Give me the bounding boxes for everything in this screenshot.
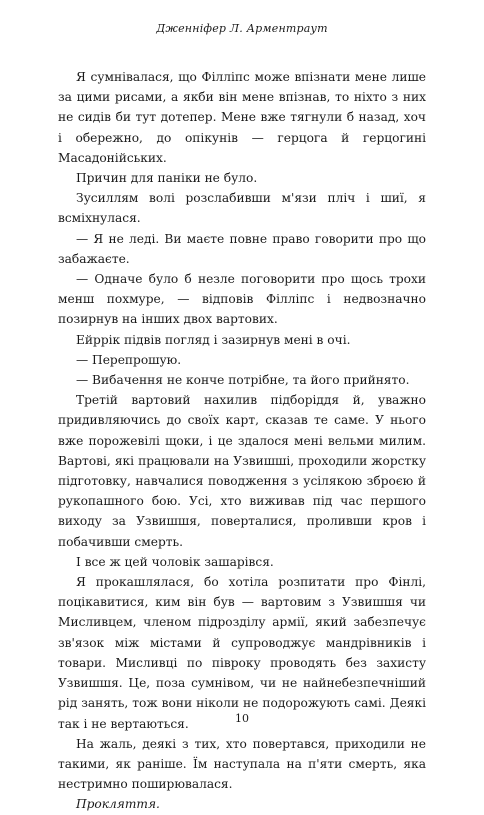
- paragraph: Я сумнівалася, що Філліпс може впізнати мене лише за цими рисами, а якби він мене впізнав, то ніхто з них не сидів би тут дотепер. Мене вже тягнули б назад, хоч і обережно, до опікунів — герцога й герцогині Масадонійських.: [58, 70, 426, 165]
- paragraph: На жаль, деякі з тих, хто повертався, приходили не такими, як раніше. Їм наступала на п'яти смерть, яка нестримно поширювалася.: [58, 736, 426, 792]
- paragraph: Третій вартовий нахилив підборіддя й, уважно придивляючись до своїх карт, сказав те саме. У нього вже порожевілі щоки, і це здалося мені вельми милим. Вартові, які працювали на Узвишші, проходили жорстку підготовку, навчалися поводження з усілякою зброєю й рукопашного бою. Усі, хто виживав під час першого виходу за Узвишшя, поверталися, проливши кров і побачивши смерть.: [58, 393, 426, 549]
- paragraph: — Перепрошую.: [76, 352, 182, 367]
- paragraph: Ейррік підвів погляд і зазирнув мені в очі.: [76, 332, 351, 347]
- page-number: 10: [235, 712, 249, 725]
- body-text: [58, 67, 426, 815]
- running-header-author: Дженніфер Л. Арментраут: [156, 22, 328, 35]
- paragraph: Причин для паніки не було.: [76, 171, 258, 186]
- paragraph: — Я не леді. Ви маєте повне право говорити про що забажаєте.: [58, 231, 426, 266]
- paragraph: Я прокашлялася, бо хотіла розпитати про Фінлі, поцікавитися, ким він був — вартовим з Узвишшя чи Мисливцем, членом підрозділу армії, який забезпечує зв'язок між містами й супроводжує мандрівників і товари. Мисливці по півроку проводять без захисту Узвишшя. Це, поза сумнівом, чи не найнебезпечніший рід занять, тож вони ніколи не подорожують самі. Деякі так і не вертаються.: [58, 575, 426, 731]
- paragraph: Зусиллям волі розслабивши м'язи пліч і шиї, я всміхнулася.: [58, 191, 426, 226]
- paragraph-italic: Прокляття.: [76, 797, 160, 812]
- paragraph: — Одначе було б незле поговорити про щось трохи менш похмуре, — відповів Філліпс і недвозначно позирнув на інших двох вартових.: [58, 272, 426, 327]
- paragraph: І все ж цей чоловік зашарівся.: [76, 554, 274, 569]
- paragraph: — Вибачення не конче потрібне, та його прийнято.: [76, 373, 410, 388]
